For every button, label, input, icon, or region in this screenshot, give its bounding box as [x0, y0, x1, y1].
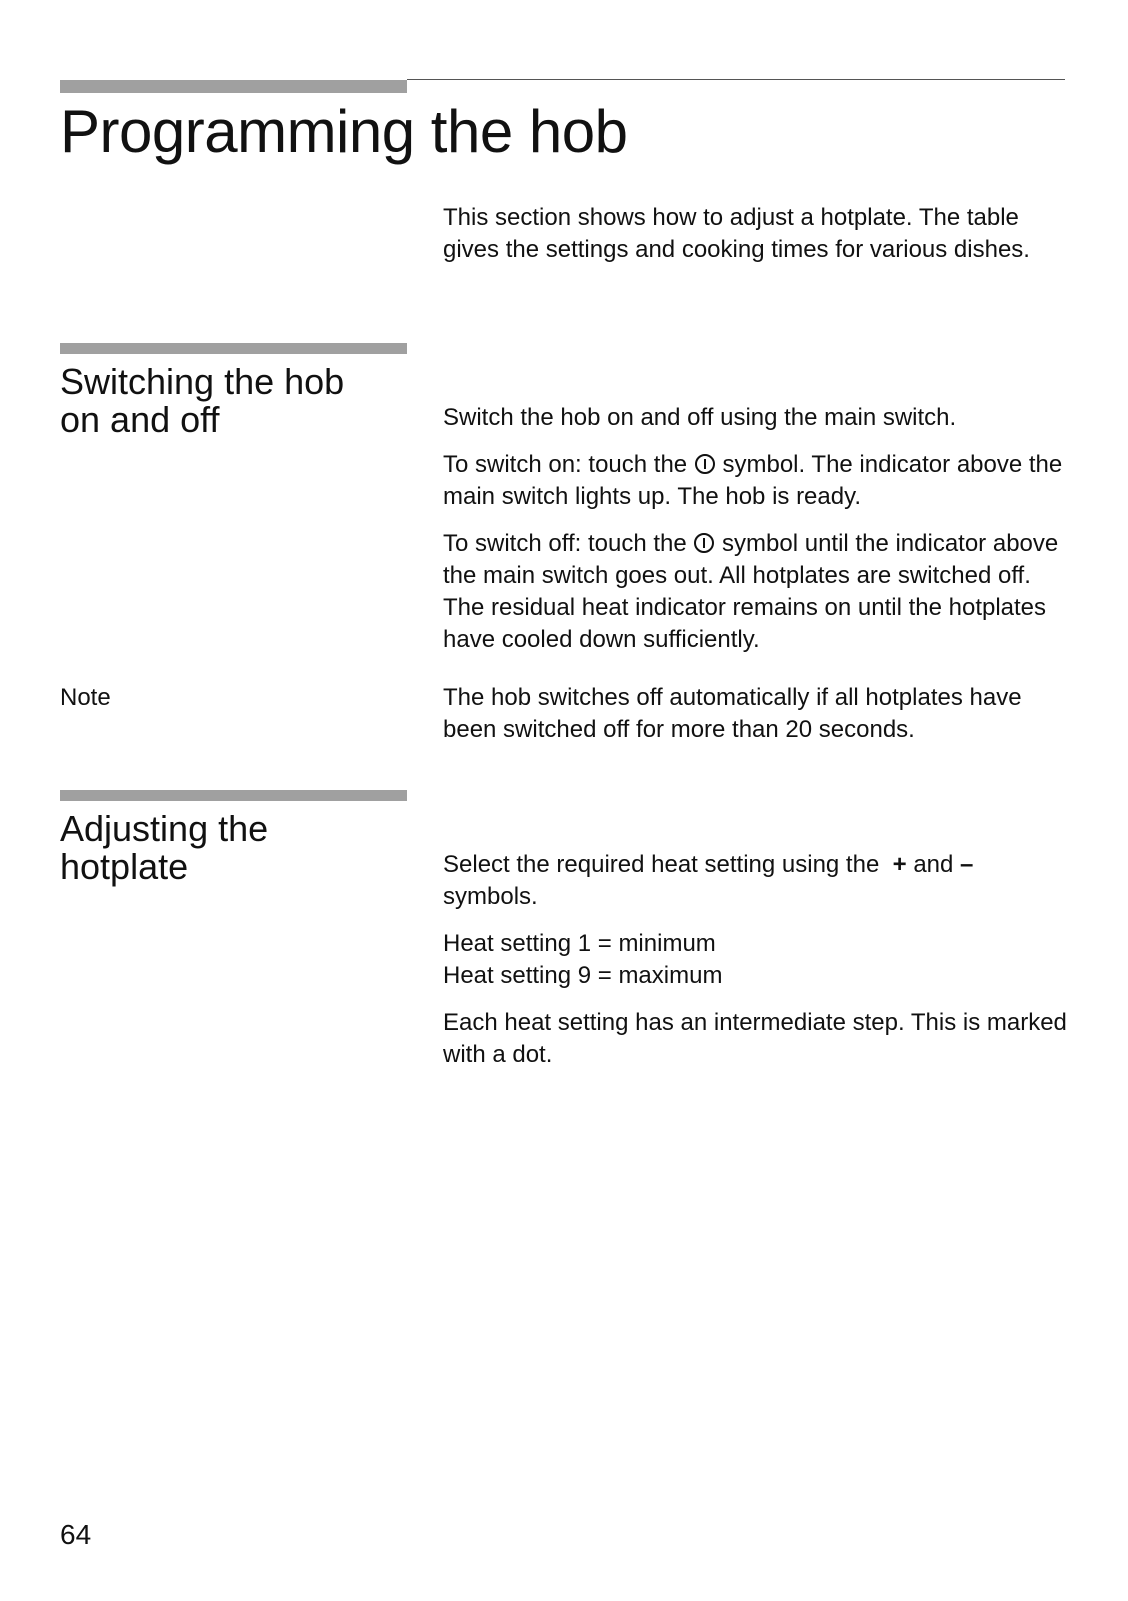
switching-accent-bar	[60, 343, 407, 354]
heat-min-line: Heat setting 1 = minimum	[443, 930, 716, 957]
minus-symbol: –	[960, 851, 974, 878]
and-word: and	[913, 851, 954, 878]
adjusting-heading-line1: Adjusting the	[60, 808, 269, 849]
heat-settings-range	[443, 928, 1073, 992]
switch-off-lead: To switch off: touch the	[443, 530, 687, 557]
intro-text: This section shows how to adjust a hotplate. The table gives the settings and cooking times for various dishes.	[443, 204, 1030, 263]
adjusting-tail: symbols.	[443, 883, 538, 910]
switching-paragraph-2	[443, 449, 1073, 513]
switching-paragraph-1: Switch the hob on and off using the main switch.	[443, 404, 957, 431]
plus-symbol: +	[892, 851, 907, 878]
switching-heading	[60, 363, 410, 439]
adjusting-accent-bar	[60, 790, 407, 801]
switching-heading-line1: Switching the hob	[60, 361, 345, 402]
note-text: The hob switches off automatically if all hotplates have been switched off for more than 20 seconds.	[443, 684, 1022, 743]
adjusting-body	[443, 849, 1073, 1071]
top-rule	[407, 79, 1065, 80]
note-body	[443, 682, 1073, 746]
adjusting-heading-line2: hotplate	[60, 846, 189, 887]
switch-off-rest: symbol until the indicator above the main switch goes out. All hotplates are switched off. The residual heat indicator remains on until the hotplates have cooled down sufficiently.	[443, 530, 1059, 653]
adjusting-paragraph-1	[443, 849, 1073, 913]
power-icon	[695, 454, 715, 474]
adjusting-heading	[60, 810, 410, 886]
title-accent-bar	[60, 80, 407, 93]
power-icon	[694, 533, 714, 553]
adjusting-lead: Select the required heat setting using the	[443, 851, 880, 878]
note-label: Note	[60, 684, 111, 711]
page-title: Programming the hob	[60, 98, 628, 165]
intro-section	[443, 202, 1073, 266]
switch-on-rest: symbol. The indicator above the main switch lights up. The hob is ready.	[443, 451, 1063, 510]
page-number: 64	[60, 1519, 92, 1550]
switch-on-lead: To switch on: touch the	[443, 451, 688, 478]
intermediate-step-text: Each heat setting has an intermediate step. This is marked with a dot.	[443, 1009, 1067, 1068]
switching-paragraph-3	[443, 528, 1073, 656]
switching-body	[443, 402, 1073, 656]
switching-heading-line2: on and off	[60, 399, 220, 440]
heat-max-line: Heat setting 9 = maximum	[443, 962, 723, 989]
